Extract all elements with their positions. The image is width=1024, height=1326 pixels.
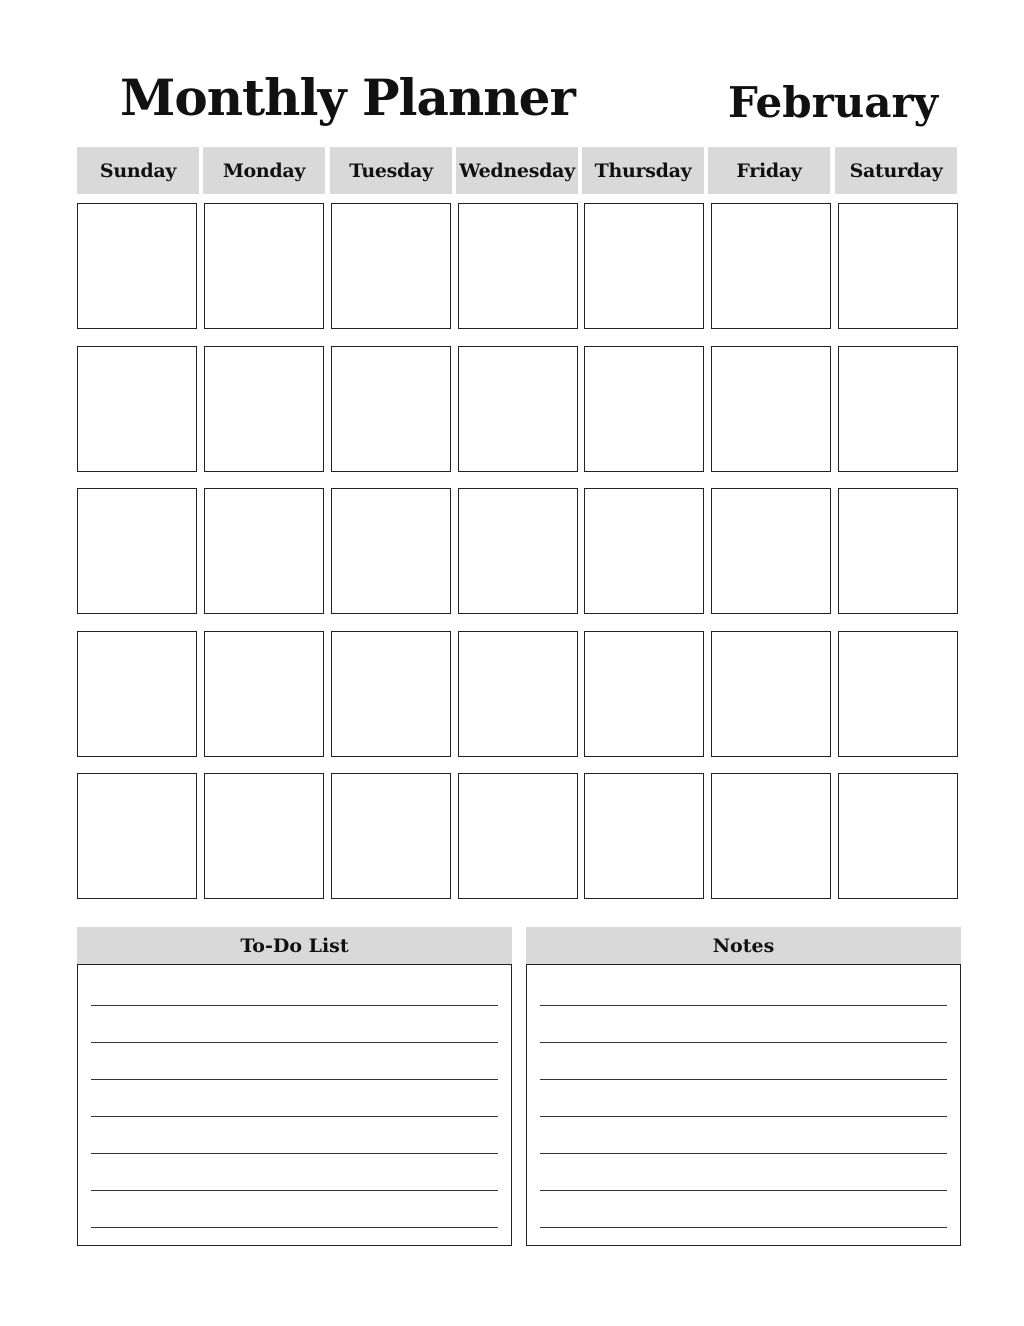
todo-line[interactable]	[91, 1116, 498, 1117]
calendar-cell-week5-wednesday[interactable]	[458, 773, 578, 899]
day-header-thursday: Thursday	[582, 147, 704, 194]
calendar-cell-week4-monday[interactable]	[204, 631, 324, 757]
calendar-cell-week2-tuesday[interactable]	[331, 346, 451, 472]
calendar-cell-week3-saturday[interactable]	[838, 488, 958, 614]
calendar-cell-week4-saturday[interactable]	[838, 631, 958, 757]
calendar-cell-week3-monday[interactable]	[204, 488, 324, 614]
page-title: Monthly Planner	[120, 68, 575, 127]
day-header-sunday: Sunday	[77, 147, 199, 194]
calendar-cell-week4-sunday[interactable]	[77, 631, 197, 757]
calendar-cell-week2-friday[interactable]	[711, 346, 831, 472]
notes-line[interactable]	[540, 1005, 947, 1006]
todo-line[interactable]	[91, 1190, 498, 1191]
calendar-cell-week3-sunday[interactable]	[77, 488, 197, 614]
calendar-cell-week2-sunday[interactable]	[77, 346, 197, 472]
day-header-tuesday: Tuesday	[330, 147, 452, 194]
calendar-cell-week5-thursday[interactable]	[584, 773, 704, 899]
calendar-cell-week2-monday[interactable]	[204, 346, 324, 472]
todo-header: To-Do List	[77, 927, 512, 965]
day-header-wednesday: Wednesday	[456, 147, 578, 194]
calendar-cell-week1-sunday[interactable]	[77, 203, 197, 329]
day-header-friday: Friday	[708, 147, 830, 194]
notes-line[interactable]	[540, 1079, 947, 1080]
calendar-cell-week3-wednesday[interactable]	[458, 488, 578, 614]
calendar-cell-week1-wednesday[interactable]	[458, 203, 578, 329]
day-header-saturday: Saturday	[835, 147, 957, 194]
calendar-cell-week1-friday[interactable]	[711, 203, 831, 329]
calendar-cell-week1-thursday[interactable]	[584, 203, 704, 329]
calendar-cell-week2-saturday[interactable]	[838, 346, 958, 472]
todo-box	[77, 964, 512, 1246]
calendar-cell-week4-friday[interactable]	[711, 631, 831, 757]
todo-line[interactable]	[91, 1079, 498, 1080]
calendar-cell-week3-friday[interactable]	[711, 488, 831, 614]
calendar-cell-week5-friday[interactable]	[711, 773, 831, 899]
todo-line[interactable]	[91, 1005, 498, 1006]
notes-line[interactable]	[540, 1116, 947, 1117]
calendar-cell-week4-wednesday[interactable]	[458, 631, 578, 757]
todo-line[interactable]	[91, 1227, 498, 1228]
todo-line[interactable]	[91, 1153, 498, 1154]
notes-box	[526, 964, 961, 1246]
calendar-cell-week5-tuesday[interactable]	[331, 773, 451, 899]
day-header-monday: Monday	[203, 147, 325, 194]
notes-line[interactable]	[540, 1190, 947, 1191]
month-label: February	[727, 78, 938, 127]
notes-line[interactable]	[540, 1153, 947, 1154]
notes-line[interactable]	[540, 1227, 947, 1228]
calendar-cell-week1-monday[interactable]	[204, 203, 324, 329]
calendar-cell-week1-tuesday[interactable]	[331, 203, 451, 329]
calendar-cell-week3-tuesday[interactable]	[331, 488, 451, 614]
calendar-cell-week5-saturday[interactable]	[838, 773, 958, 899]
calendar-cell-week2-wednesday[interactable]	[458, 346, 578, 472]
calendar-cell-week3-thursday[interactable]	[584, 488, 704, 614]
calendar-cell-week2-thursday[interactable]	[584, 346, 704, 472]
calendar-cell-week5-monday[interactable]	[204, 773, 324, 899]
calendar-cell-week1-saturday[interactable]	[838, 203, 958, 329]
calendar-cell-week4-tuesday[interactable]	[331, 631, 451, 757]
notes-header: Notes	[526, 927, 961, 965]
notes-line[interactable]	[540, 1042, 947, 1043]
calendar-cell-week4-thursday[interactable]	[584, 631, 704, 757]
todo-line[interactable]	[91, 1042, 498, 1043]
calendar-cell-week5-sunday[interactable]	[77, 773, 197, 899]
